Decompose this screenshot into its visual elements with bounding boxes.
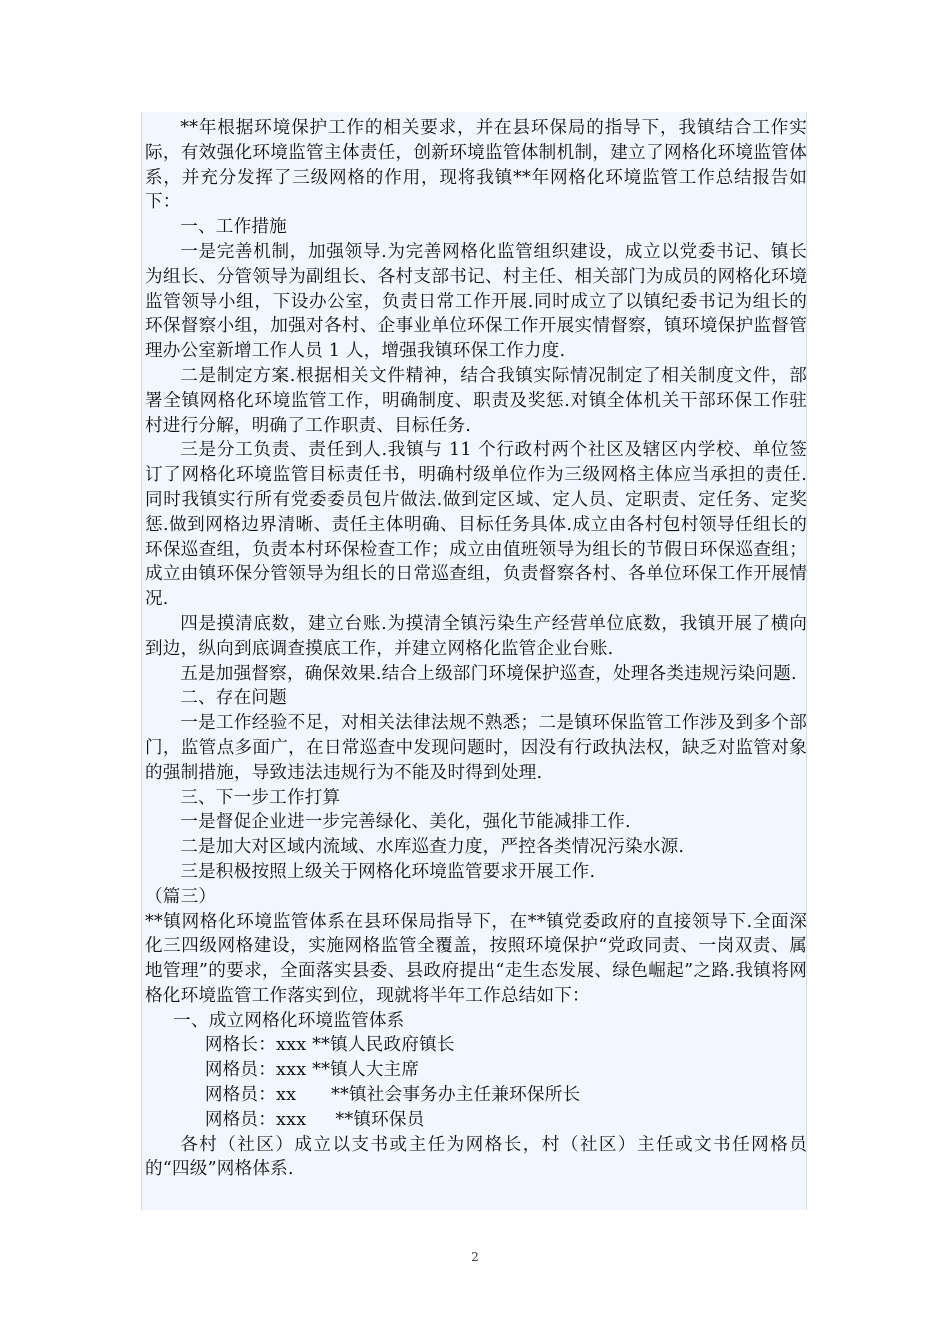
heading-problems: 二、存在问题: [180, 688, 287, 709]
grid-row-leader: 网格长：xxx **镇人民政府镇长: [204, 1035, 455, 1056]
paragraph-section3-intro: **镇网格化环境监管体系在县环保局指导下，在**镇党委政府的直接领导下.全面深化三四级网格建设，实施网格监管全覆盖，按照环境保护“党政同责、一岗双责、属地管理”的要求，全面落实县委、县政府提出“走生态发展、绿色崛起”之路.我镇将网格化环境监管工作落实到位，现就将半年工作总结如下：: [145, 911, 807, 1006]
heading-next-steps: 三、下一步工作打算: [180, 787, 341, 808]
grid-row-member-2: 网格员：xx **镇社会事务办主任兼环保所长: [204, 1085, 581, 1106]
section-label: （篇三）: [145, 886, 217, 907]
paragraph-problems: 一是工作经验不足，对相关法律法规不熟悉；二是镇环保监管工作涉及到多个部门，监管点多面广，在日常巡查中发现问题时，因没有行政执法权，缺乏对监管对象的强制措施，导致违法违规行为不能及时得到处理.: [145, 713, 807, 783]
paragraph-next-1: 一是督促企业进一步完善绿化、美化，强化节能减排工作.: [180, 812, 631, 833]
page-number: 2: [471, 1250, 479, 1264]
grid-row-member-3: 网格员：xxx **镇环保员: [204, 1109, 425, 1130]
paragraph-next-3: 三是积极按照上级关于网格化环境监管要求开展工作.: [180, 861, 596, 882]
heading-grid-system: 一、成立网格化环境监管体系: [173, 1010, 405, 1031]
paragraph-next-2: 二是加大对区域内流域、水库巡查力度，严控各类情况污染水源.: [180, 837, 685, 858]
heading-work-measures: 一、工作措施: [180, 217, 287, 238]
paragraph-ledger: 四是摸清底数，建立台账.为摸清全镇污染生产经营单位底数，我镇开展了横向到边，纵向到底调查摸底工作，并建立网格化监管企业台账.: [145, 613, 807, 659]
paragraph-mechanism: 一是完善机制，加强领导.为完善网格化监管组织建设，成立以党委书记、镇长为组长、分管领导为副组长、各村支部书记、村主任、相关部门为成员的网格化环境监管领导小组，下设办公室，负责日常工作开展.同时成立了以镇纪委书记为组长的环保督察小组，加强对各村、企事业单位环保工作开展实情督察，镇环境保护监督管理办公室新增工作人员 1 人，增强我镇环保工作力度.: [145, 241, 807, 362]
grid-row-member-1: 网格员：xxx **镇人大主席: [204, 1060, 420, 1081]
paragraph-plan: 二是制定方案.根据相关文件精神，结合我镇实际情况制定了相关制度文件，部署全镇网格化环境监管工作，明确制度、职责及奖惩.对镇全体机关干部环保工作驻村进行分解，明确了工作职责、目标任务.: [145, 365, 807, 436]
intro-paragraph: **年根据环境保护工作的相关要求，并在县环保局的指导下，我镇结合工作实际，有效强化环境监管主体责任，创新环境监管体制机制，建立了网格化环境监管体系，并充分发挥了三级网格的作用，现将我镇**年网格化环境监管工作总结报告如下：: [145, 118, 807, 213]
paragraph-village-grid: 各村（社区）成立以支书或主任为网格长，村（社区）主任或文书任网格员的“四级”网格体系.: [145, 1134, 807, 1180]
paragraph-supervision: 五是加强督察，确保效果.结合上级部门环境保护巡查，处理各类违规污染问题.: [180, 663, 797, 684]
paragraph-responsibility: 三是分工负责、责任到人.我镇与 11 个行政村两个社区及辖区内学校、单位签订了网格化环境监管目标责任书，明确村级单位作为三级网格主体应当承担的责任.同时我镇实行所有党委委员包片做法.做到定区域、定人员、定职责、定任务、定奖惩.做到网格边界清晰、责任主体明确、目标任务具体.成立由各村包村领导任组长的环保巡查组，负责本村环保检查工作；成立由值班领导为组长的节假日环保巡查组；成立由镇环保分管领导为组长的日常巡查组，负责督察各村、各单位环保工作开展情况.: [145, 440, 807, 610]
document-body: [145, 116, 807, 1182]
